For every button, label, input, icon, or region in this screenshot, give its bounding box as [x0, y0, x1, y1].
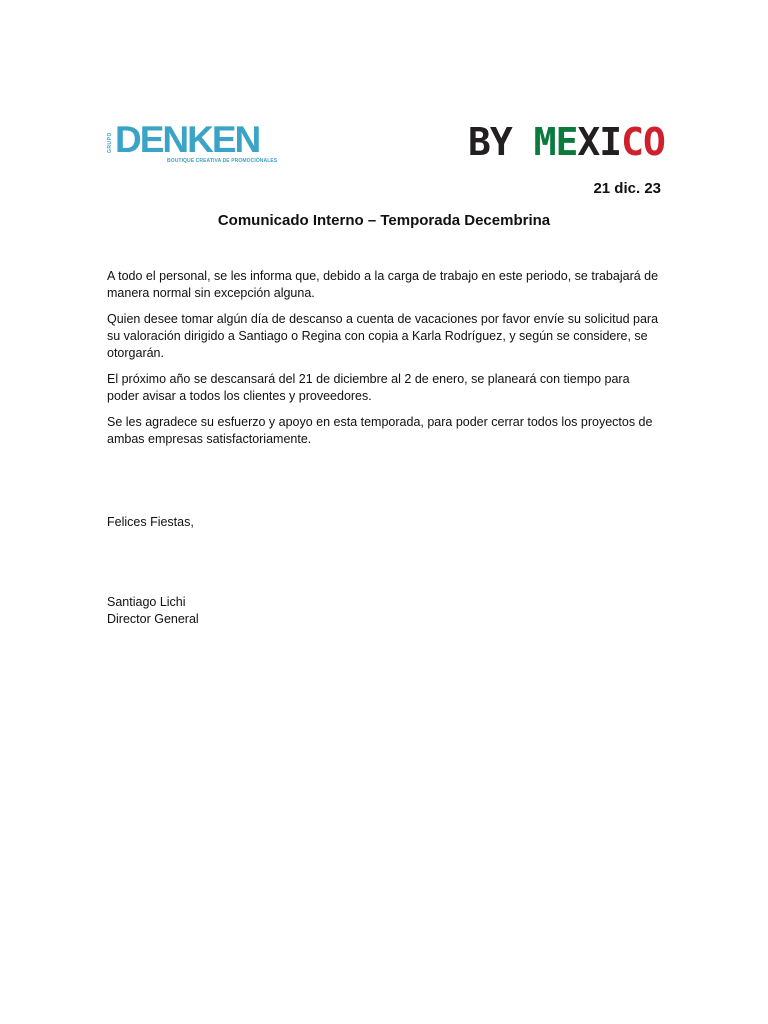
logo-right-part-co: CO: [621, 120, 665, 164]
body-paragraph: A todo el personal, se les informa que, debido a la carga de trabajo en este periodo, se trabajará de manera normal sin excepción alguna.: [107, 269, 659, 300]
grupo-denken-logo: [106, 119, 278, 168]
logo-right-part-by: BY: [468, 120, 534, 164]
logo-name: DENKEN: [115, 119, 260, 160]
logo-right-part-me: ME: [533, 120, 578, 164]
document-body: [107, 268, 663, 457]
body-paragraph: El próximo año se descansará del 21 de diciembre al 2 de enero, se planeará con tiempo para poder avisar a todos los clientes y proveedores.: [107, 372, 630, 403]
document-title: Comunicado Interno – Temporada Decembrina: [217, 212, 551, 229]
logo-right-part-xi: XI: [577, 120, 622, 164]
document-date: 21 dic. 23: [593, 180, 661, 197]
signatory-name: Santiago Lichi: [107, 595, 186, 609]
logo-tagline: BOUTIQUE CREATIVA DE PROMOCIONALES: [167, 158, 278, 164]
body-paragraph: Se les agradece su esfuerzo y apoyo en esta temporada, para poder cerrar todos los proyectos de ambas empresas satisfactoriamente.: [107, 415, 653, 446]
logo-prefix: GRUPO: [107, 132, 113, 154]
signatory-role: Director General: [107, 612, 199, 626]
closing-line: Felices Fiestas,: [107, 515, 194, 529]
by-mexico-logo: [468, 120, 665, 164]
signature-block: [107, 594, 199, 628]
body-paragraph: Quien desee tomar algún día de descanso a cuenta de vacaciones por favor envíe su solicitud para su valoración dirigido a Santiago o Regina con copia a Karla Rodríguez, y según se considere, se otorgarán.: [107, 312, 659, 360]
